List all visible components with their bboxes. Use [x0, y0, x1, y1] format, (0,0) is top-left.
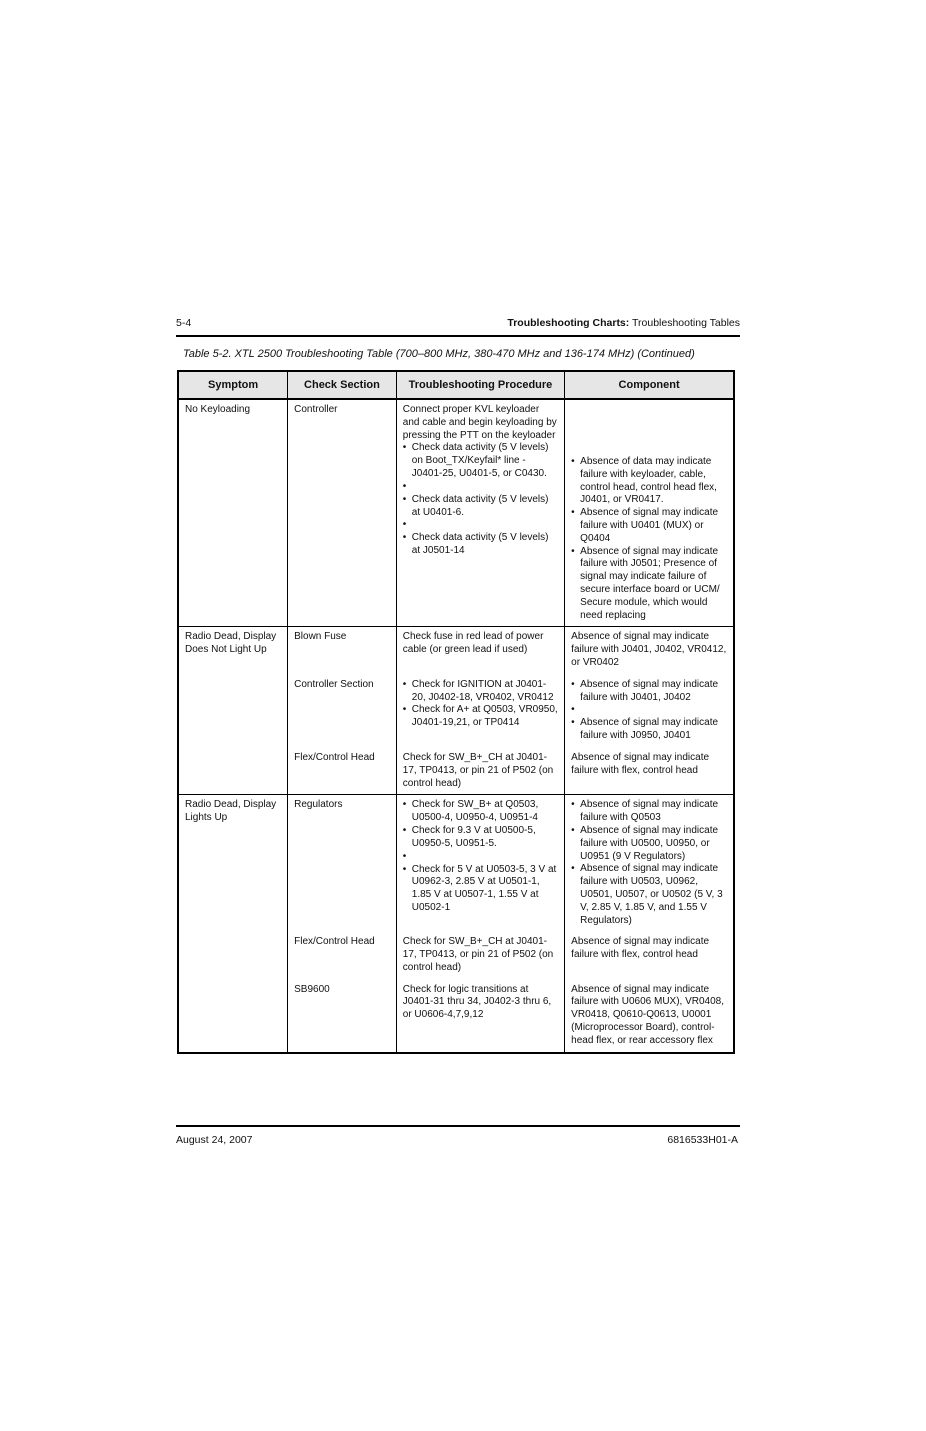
table-caption: Table 5-2. XTL 2500 Troubleshooting Table (700–800 MHz, 380-470 MHz and 136-174 MHz) (Continued): [183, 348, 695, 360]
component-cell: Absence of signal may indicate failure with U0606 MUX), VR0408, VR0418, Q0610-Q0613, U0001 (Microprocessor Board), control-head flex, or rear accessory flex: [571, 983, 725, 1046]
component-cell: [565, 670, 734, 743]
spacer: [571, 404, 727, 456]
troubleshooting-table: [177, 370, 735, 1054]
procedure-cell: Check fuse in red lead of power cable (or green lead if used): [396, 627, 564, 670]
component-list: [571, 799, 727, 927]
table-row: [178, 399, 734, 627]
component-cell: [565, 399, 734, 627]
procedure-bullet: • Check data activity (5 V levels) on Boot_TX/Keyfail* line - J0401-25, U0401-5, or C0430.: [403, 442, 558, 480]
component-list: [571, 456, 727, 622]
footer-date: August 24, 2007: [176, 1134, 253, 1146]
component-cell: [565, 795, 734, 927]
check-section-cell: Regulators: [288, 795, 397, 927]
symptom-cell: Radio Dead, Display Does Not Light Up: [178, 627, 288, 795]
spacer: [403, 519, 558, 532]
component-bullet: • Absence of signal may indicate failure with U0503, U0962, U0501, U0507, or U0502 (5 V, 3 V, 2.85 V, 1.85 V, and 1.55 V Regulators): [571, 863, 727, 927]
column-header-check-section: Check Section: [288, 371, 397, 399]
header-rule: [176, 335, 740, 337]
component-bullet: • Absence of signal may indicate failure with J0501; Presence of signal may indicate failure of secure interface board or UCM/ Secure module, which would need replacing: [571, 546, 727, 623]
column-header-symptom: Symptom: [178, 371, 288, 399]
running-head: [507, 317, 740, 329]
procedure-text: Connect proper KVL keyloader and cable and begin keyloading by pressing the PTT on the keyloader: [402, 404, 557, 441]
footer-document-number: 6816533H01-A: [667, 1134, 738, 1146]
procedure-bullet: • Check for A+ at Q0503, VR0950, J0401-19,21, or TP0414: [403, 704, 558, 730]
spacer: [403, 481, 558, 494]
table-header-row: [178, 371, 734, 399]
procedure-bullet: • Check for IGNITION at J0401-20, J0402-18, VR0402, VR0412: [403, 679, 558, 705]
component-cell: Absence of signal may indicate failure with J0401, J0402, VR0412, or VR0402: [571, 631, 727, 668]
procedure-bullet: • Check data activity (5 V levels) at J0501-14: [403, 532, 558, 558]
procedure-bullet: • Check for SW_B+ at Q0503, U0500-4, U0950-4, U0951-4: [403, 799, 558, 825]
column-header-component: Component: [565, 371, 734, 399]
running-head-section: Troubleshooting Tables: [629, 317, 740, 329]
procedure-bullet: • Check data activity (5 V levels) at U0401-6.: [403, 494, 558, 520]
procedure-cell: Check for logic transitions at J0401-31 thru 34, J0402-3 thru 6, or U0606-4,7,9,12: [396, 975, 564, 1053]
component-bullet: • Absence of signal may indicate failure with J0401, J0402: [571, 679, 727, 705]
page-number: 5-4: [176, 317, 192, 329]
spacer: [403, 851, 558, 864]
check-section-cell: Flex/Control Head: [288, 927, 397, 974]
procedure-list: [403, 442, 558, 558]
column-header-procedure: Troubleshooting Procedure: [396, 371, 564, 399]
spacer: [571, 704, 727, 717]
procedure-cell: Check for SW_B+_CH at J0401-17, TP0413, or pin 21 of P502 (on control head): [396, 743, 564, 795]
table-row: [178, 627, 734, 670]
check-section-cell: Controller: [288, 399, 397, 627]
component-cell: Absence of signal may indicate failure with flex, control head: [565, 743, 734, 795]
component-bullet: • Absence of signal may indicate failure with J0950, J0401: [571, 717, 727, 743]
procedure-cell: [396, 670, 564, 743]
symptom-cell: Radio Dead, Display Lights Up: [178, 795, 288, 1053]
component-bullet: • Absence of signal may indicate failure with Q0503: [571, 799, 727, 825]
component-list: [571, 679, 727, 743]
component-bullet: • Absence of data may indicate failure with keyloader, cable, control head, control head flex, J0401, or VR0417.: [571, 456, 727, 507]
procedure-cell: [396, 399, 564, 627]
running-head-chapter: Troubleshooting Charts:: [507, 317, 630, 329]
procedure-list: [403, 679, 558, 730]
component-bullet: • Absence of signal may indicate failure with U0401 (MUX) or Q0404: [571, 507, 727, 545]
component-bullet: • Absence of signal may indicate failure with U0500, U0950, or U0951 (9 V Regulators): [571, 825, 727, 863]
table-row: [178, 795, 734, 927]
check-section-cell: Flex/Control Head: [288, 743, 397, 795]
procedure-bullet: • Check for 5 V at U0503-5, 3 V at U0962-3, 2.85 V at U0501-1, 1.85 V at U0507-1, 1.55 V at U0502-1: [403, 864, 558, 915]
footer-rule: [176, 1125, 740, 1127]
procedure-bullet: • Check for 9.3 V at U0500-5, U0950-5, U0951-5.: [403, 825, 558, 851]
procedure-list: [403, 799, 558, 914]
procedure-cell: Check for SW_B+_CH at J0401-17, TP0413, or pin 21 of P502 (on control head): [396, 927, 564, 974]
component-cell: Absence of signal may indicate failure with flex, control head: [571, 936, 710, 961]
symptom-cell: No Keyloading: [178, 399, 288, 627]
check-section-cell: Blown Fuse: [288, 627, 397, 670]
check-section-cell: SB9600: [288, 975, 397, 1053]
check-section-cell: Controller Section: [288, 670, 397, 743]
procedure-cell: [396, 795, 564, 927]
